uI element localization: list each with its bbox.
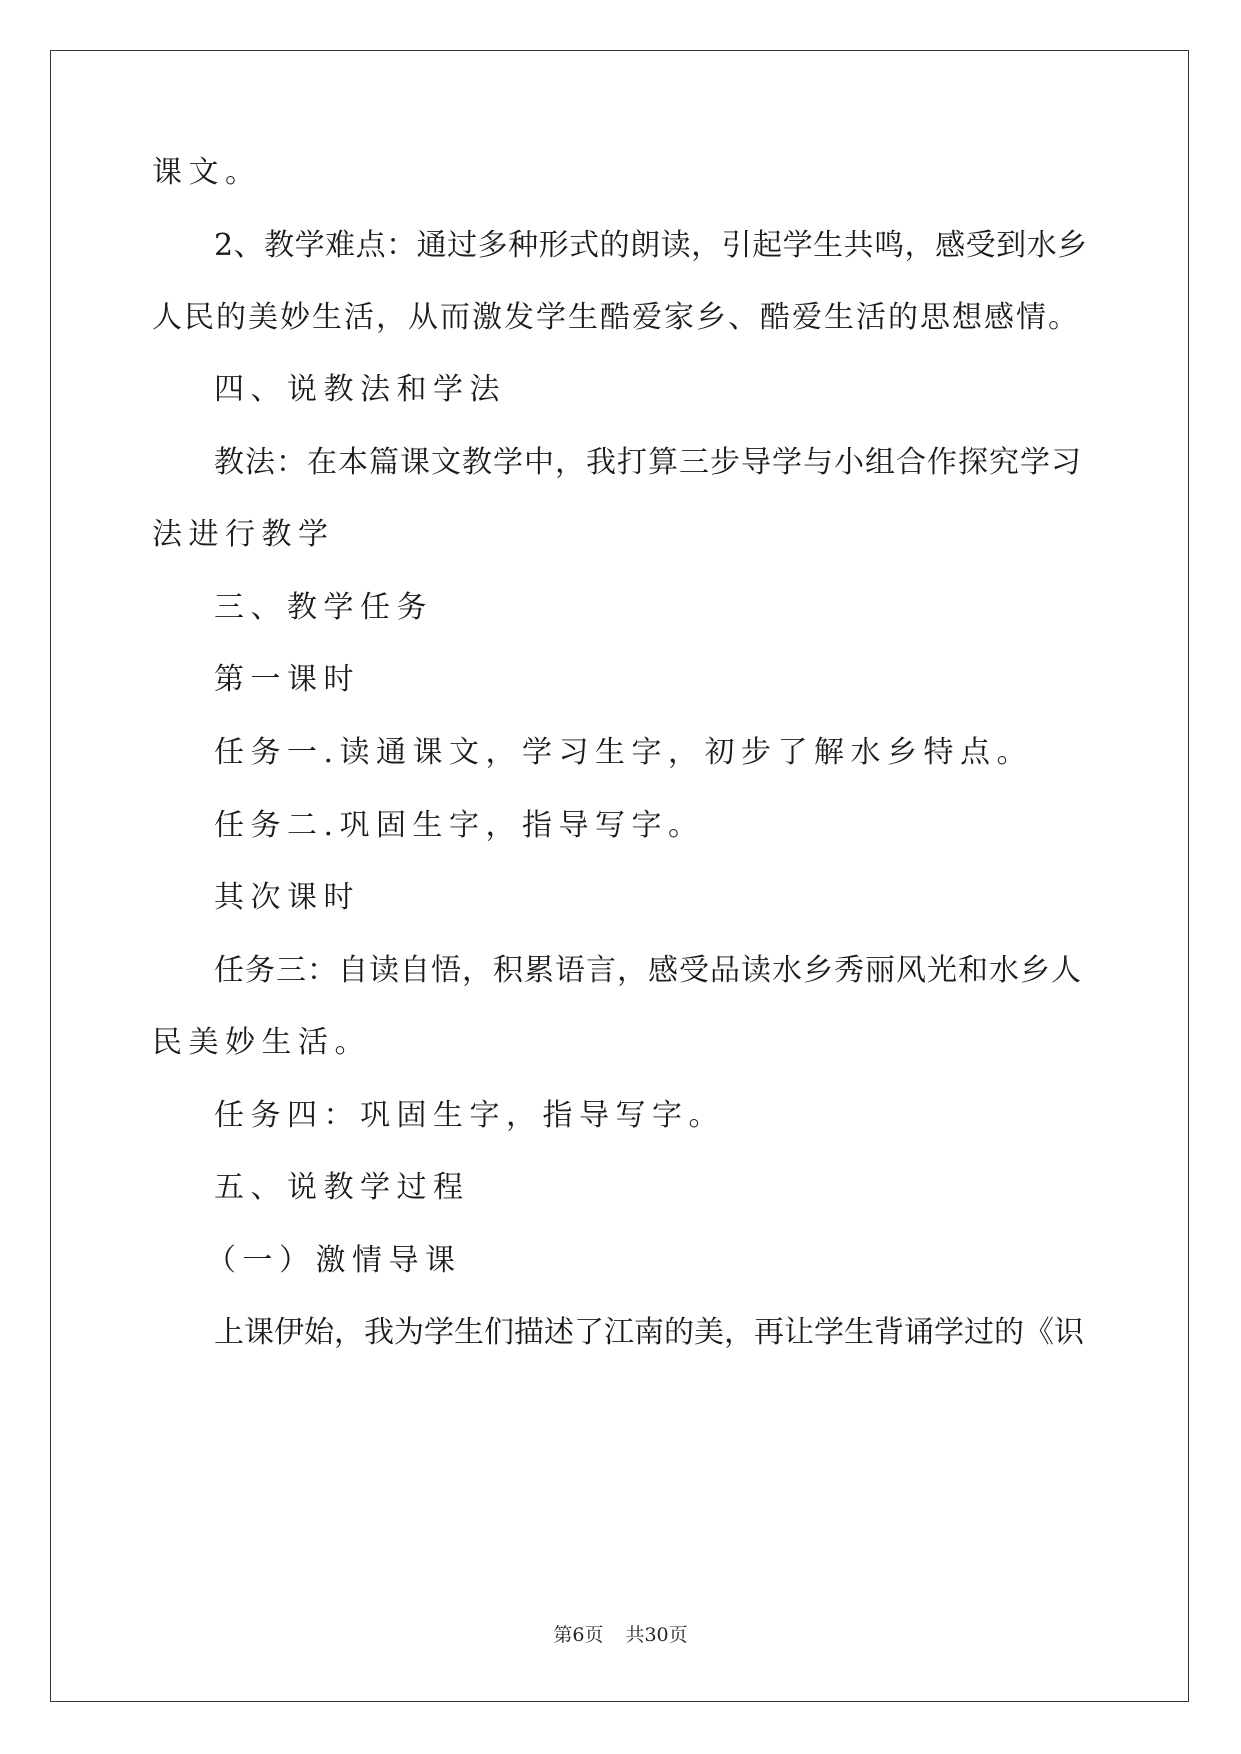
text-line-2: 2、教学难点：通过多种形式的朗读，引起学生共鸣，感受到水乡: [214, 228, 1088, 263]
page-number-total: 共30页: [625, 1624, 688, 1646]
text-line-11: 其次课时: [214, 880, 360, 915]
text-line-3: 人民的美妙生活，从而激发学生酷爱家乡、酷爱生活的思想感情。: [152, 300, 1080, 335]
page-footer: [0, 1623, 1241, 1647]
text-line-1: 课文。: [152, 155, 262, 190]
text-line-9: 任务一.读通课文，学习生字，初步了解水乡特点。: [214, 735, 1034, 770]
text-line-16: （一）激情导课: [206, 1243, 462, 1278]
text-line-15: 五、说教学过程: [214, 1170, 470, 1205]
text-line-4: 四、说教法和学法: [214, 372, 506, 407]
text-line-17: 上课伊始，我为学生们描述了江南的美，再让学生背诵学过的《识: [214, 1315, 1084, 1350]
text-line-10: 任务二.巩固生字，指导写字。: [214, 808, 705, 843]
text-line-12: 任务三：自读自悟，积累语言，感受品读水乡秀丽风光和水乡人: [214, 953, 1082, 988]
text-line-5: 教法：在本篇课文教学中，我打算三步导学与小组合作探究学习: [214, 445, 1082, 480]
text-line-13: 民美妙生活。: [152, 1025, 371, 1060]
text-line-7: 三、教学任务: [214, 590, 433, 625]
page-number-current: 第6页: [553, 1624, 604, 1646]
text-line-8: 第一课时: [214, 662, 360, 697]
text-line-14: 任务四：巩固生字，指导写字。: [214, 1098, 725, 1133]
text-line-6: 法进行教学: [152, 517, 335, 552]
